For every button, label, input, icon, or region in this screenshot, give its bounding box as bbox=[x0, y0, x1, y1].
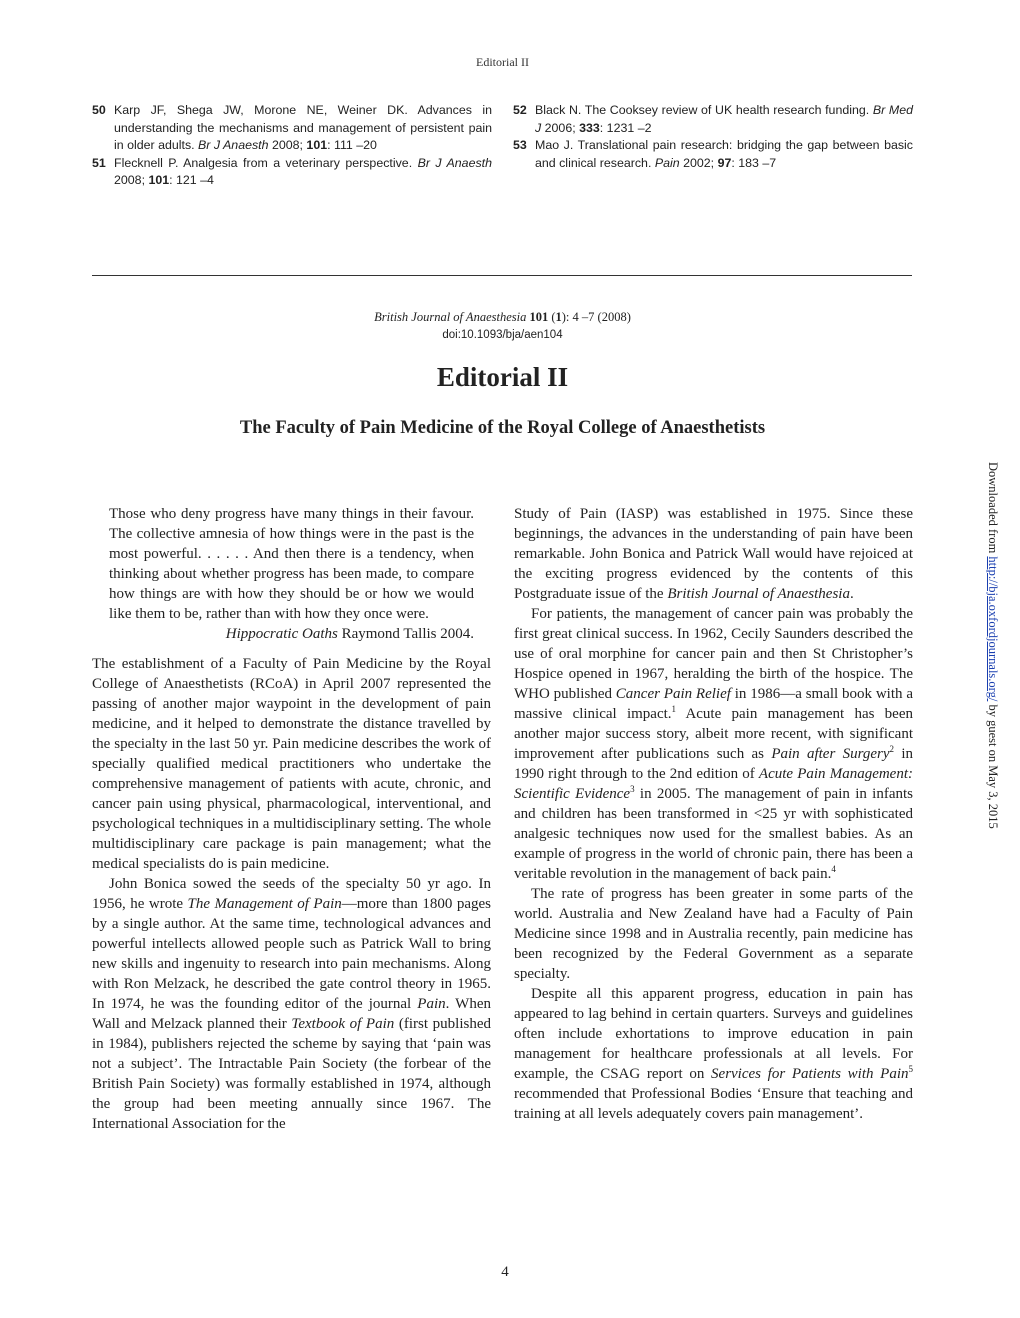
article-title: Editorial II bbox=[436, 362, 569, 392]
reference-year: 2006; bbox=[541, 120, 580, 135]
article-subtitle: The Faculty of Pain Medicine of the Royal College of Anaesthetists bbox=[239, 418, 766, 438]
book-title: Acute Pain Management: Scientific Evidence bbox=[514, 766, 914, 802]
paragraph-3 bbox=[514, 604, 913, 884]
reference-journal: Br J Anaesth bbox=[198, 138, 269, 153]
page-number: 4 bbox=[501, 1264, 509, 1280]
reference-superscript: 4 bbox=[831, 864, 836, 874]
download-watermark bbox=[986, 462, 1010, 856]
citation-pages: 4 –7 bbox=[572, 310, 595, 324]
references-right bbox=[513, 102, 913, 172]
report-title: Services for Patients with Pain bbox=[711, 1066, 909, 1082]
paragraph-text: . bbox=[849, 586, 854, 602]
reference-superscript: 3 bbox=[630, 784, 635, 794]
citation-year: (2008) bbox=[597, 310, 631, 324]
citation-journal: British Journal of Anaesthesia bbox=[374, 310, 527, 324]
reference-pages: : 121 –4 bbox=[169, 173, 214, 188]
book-title: The Management of Pain bbox=[187, 896, 342, 912]
reference-journal: Br Med J bbox=[535, 103, 913, 135]
body-column-right bbox=[514, 504, 913, 1124]
paragraph-text: —more than 1800 pages by a single author. At the same time, technological advances and powerful intellects allowed people such as Patrick Wall to bring new skills and ingenuity to research into pain mechanisms. Along with Ron Melzack, he described the gate control theory in 1965. In 1974, he was the founding editor of the journal bbox=[92, 896, 491, 1012]
reference-volume: 333 bbox=[579, 120, 600, 135]
epigraph-source-author: Raymond Tallis 2004. bbox=[337, 626, 474, 642]
citation-volume: 101 bbox=[529, 310, 549, 324]
paragraph-text: Acute pain management has been another major success story, albeit more recent, with significant improvement after publications such as bbox=[514, 706, 913, 762]
download-notice bbox=[985, 462, 1000, 829]
reference-52 bbox=[513, 102, 913, 137]
journal-title: Pain bbox=[417, 996, 446, 1012]
reference-pages: : 111 –20 bbox=[327, 138, 377, 153]
doi: doi:10.1093/bja/aen104 bbox=[442, 329, 563, 341]
paragraph-4: The rate of progress has been greater in some parts of the world. Australia and New Zealand have had a Faculty of Pain Medicine since 1998 and in Australia recently, pain medicine has been recognized by the Federal Government as a separate specialty. bbox=[514, 886, 913, 982]
download-prefix: Downloaded from bbox=[986, 462, 1000, 557]
paragraph-text: (first published in 1984), publishers rejected the scheme by saying that ‘pain was not a subject’. The Intractable Pain Society (the forbear of the British Pain Society) was formally established in 1974, although the group had been meeting annually since 1967. The International Association for the bbox=[92, 1016, 491, 1132]
reference-text: Mao J. Translational pain research: bridging the gap between basic and clinical research. bbox=[535, 138, 913, 170]
book-title: Textbook of Pain bbox=[291, 1016, 395, 1032]
paragraph-2-continued bbox=[514, 504, 913, 604]
reference-50 bbox=[92, 102, 492, 155]
paragraph-5 bbox=[514, 984, 913, 1124]
book-title: Pain after Surgery bbox=[771, 746, 890, 762]
epigraph-quote: Those who deny progress have many things in their favour. The collective amnesia of how things were in the past is the most powerful. . . . . . And then there is a tendency, when thinking about whether progress has been made, to compare how things are with how they should be or how we would like them to be, rather than with how they once were. bbox=[109, 506, 474, 622]
paragraph-text: . When Wall and Melzack planned their bbox=[92, 996, 491, 1032]
reference-year: 2002; bbox=[679, 155, 718, 170]
body-column-left bbox=[92, 504, 491, 1134]
paragraph-text: Study of Pain (IASP) was established in 1975. Since these beginnings, the advances in the understanding of pain have been remarkable. John Bonica and Patrick Wall would have rejoiced at the exciting progress evidenced by the contents of this Postgraduate issue of the bbox=[514, 506, 913, 602]
reference-superscript: 1 bbox=[671, 704, 677, 714]
paragraph-text: John Bonica sowed the seeds of the specialty 50 yr ago. In 1956, he wrote bbox=[92, 876, 491, 912]
download-suffix: by guest on May 3, 2015 bbox=[986, 701, 1000, 829]
paragraph-2 bbox=[92, 874, 491, 1134]
running-head: Editorial II bbox=[476, 55, 529, 69]
reference-volume: 97 bbox=[717, 155, 732, 170]
reference-superscript: 2 bbox=[889, 744, 895, 754]
paragraph-text: For patients, the management of cancer pain was probably the first great clinical success. In 1962, Cecily Saunders described the use of oral morphine for cancer pain and then St Christopher’s Hospice opened in 1967, heralding the birth of the hospice. The WHO published bbox=[514, 606, 913, 702]
references-left bbox=[92, 102, 492, 190]
reference-superscript: 5 bbox=[908, 1064, 913, 1074]
reference-51 bbox=[92, 155, 492, 190]
book-title: Cancer Pain Relief bbox=[615, 686, 731, 702]
reference-year: 2008; bbox=[114, 173, 149, 188]
citation-issue: 1 bbox=[555, 310, 562, 324]
reference-number: 51 bbox=[92, 155, 106, 170]
reference-text: Black N. The Cooksey review of UK health research funding. bbox=[535, 103, 873, 117]
paragraph-text: in 1986—a small book with a massive clinical impact. bbox=[514, 686, 914, 722]
reference-pages: : 183 –7 bbox=[731, 155, 777, 170]
reference-volume: 101 bbox=[148, 173, 170, 188]
epigraph-source-title: Hippocratic Oaths bbox=[225, 626, 338, 642]
reference-volume: 101 bbox=[306, 138, 328, 153]
journal-citation: British Journal of Anaesthesia 101 (1): 4 –7 (2008) bbox=[374, 310, 631, 324]
reference-number: 52 bbox=[513, 103, 527, 117]
paragraph-text: in 2005. The management of pain in infants and children has been transformed in <25 yr with sophisticated analgesic techniques now used for the smallest babies. As an example of progress in the world of chronic pain, there has been a veritable revolution in the management of back pain. bbox=[514, 786, 913, 882]
section-divider bbox=[92, 275, 912, 276]
reference-journal: Br J Anaesth bbox=[417, 155, 492, 170]
paragraph-1: The establishment of a Faculty of Pain Medicine by the Royal College of Anaesthetists (RCoA) in April 2007 represented the passing of another major waypoint in the development of pain medicine, and it helped to demonstrate the distance travelled by the specialty in the last 50 yr. Pain medicine describes the work of specially qualified medical practitioners who undertake the comprehensive management of patients with acute, chronic, and cancer pain using physical, pharmacological, interventional, and psychological techniques in a multidisciplinary setting. The whole multidisciplinary care package is pain management; what the medical specialists do is pain medicine. bbox=[92, 656, 491, 872]
reference-53 bbox=[513, 137, 913, 172]
reference-year: 2008; bbox=[268, 138, 307, 153]
reference-journal: Pain bbox=[654, 155, 680, 170]
reference-text: Flecknell P. Analgesia from a veterinary perspective. bbox=[114, 155, 418, 170]
paragraph-text: recommended that Professional Bodies ‘Ensure that teaching and training at all levels adequately covers pain management’. bbox=[514, 1086, 913, 1122]
epigraph-source bbox=[92, 624, 491, 644]
journal-link[interactable]: http://bja.oxfordjournals.org/ bbox=[986, 556, 1000, 702]
paragraph-text: in 1990 right through to the 2nd edition of bbox=[514, 746, 914, 782]
reference-pages: : 1231 –2 bbox=[599, 120, 652, 135]
journal-title: British Journal of Anaesthesia bbox=[667, 586, 850, 602]
reference-number: 50 bbox=[92, 103, 106, 117]
reference-text: Karp JF, Shega JW, Morone NE, Weiner DK. Advances in understanding the mechanisms and management of persistent pain in older adults. bbox=[114, 103, 492, 153]
reference-number: 53 bbox=[513, 138, 527, 153]
paragraph-text: Despite all this apparent progress, education in pain has appeared to lag behind in certain quarters. Surveys and guidelines often include exhortations to improve education in pain management for healthcare professionals at all levels. For example, the CSAG report on bbox=[514, 986, 913, 1082]
